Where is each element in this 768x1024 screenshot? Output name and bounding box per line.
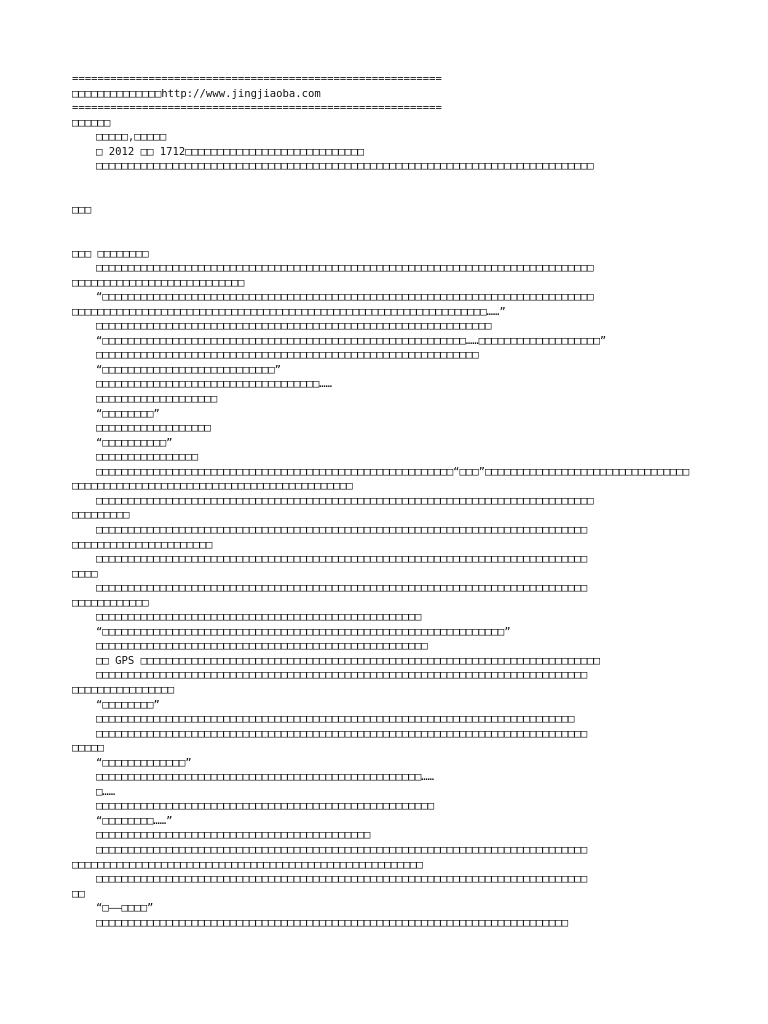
text-line: □□□□□,□□□□□ [96,131,167,144]
text-line: “□□□□□□□□□□□□□” [96,756,192,769]
text-line: □□□□□□□□□□□□□□□□□□□□□□□□□□□□□□□□□□□□□□□□□□□□□□□□□□□□□ [96,800,435,813]
text-line: □□□□□□□□□□□□□□□□□□□□□□□□□□□□□□□□□□□□□□□□□□□ [96,829,371,842]
text-line: □□□□□□□□□□□□□□□□□□□□□□□□□□□□□□□□□□□□□□□□□□□□□□□□□□□□□□□□□□□□□□□□□□□□□□□□□□□□□ [96,582,588,595]
text-line: □□□□□□□□□ [72,509,130,522]
text-line: □□□□□□□□□□□□□□□□□□□□□□□□□□□□□□□□□□□□□□□□□□□□□□□□□□□□□□□□□□□□□□□□□□□□□□□□□□ [96,916,568,929]
text-line: □□□□□□□□□□□□ [72,596,149,609]
document-page [72,72,712,930]
text-line: □□□□□□□□□□□□□□□□□□□□□□□□□□□□□□□□□□□□□□□□□□□□□□□□□□□□□□□□□□□□□□□□□□□□□□□□□□□□□ [96,727,588,740]
text-line: “□——□□□□” [96,902,154,915]
text-line: □□□□□□□□□□□□□□□□□□□□□□□□□□□□□□□□□□□□□□□□□□□□□□□□□□□□□□□□□□□□□□□□□□□□□□□□□□□ [96,713,575,726]
text-line: □□□□□□□□□□□□□□□□□□□ [96,393,218,406]
text-line: □□□□□□□□□□□□□□□□□□□□□□ [72,538,213,551]
text-line: □□□□ [72,567,98,580]
text-line: □□□ □□□□□□□□ [72,247,149,260]
text-line: □□□□□□□□□□□□□□□□□□□□□□□□□□□□□□□□□□□□□□□□□□□□□□□□□□□□□□□ [72,858,423,871]
text-line: □□□□□□□□□□□□□□□□□□□□□□□□□□□□□□□□□□□□□□□□□□□□□□□□□□□□ [96,640,428,653]
blank-line [72,232,712,247]
text-line: □□ GPS □□□□□□□□□□□□□□□□□□□□□□□□□□□□□□□□□□□□□□□□□□□□□□□□□□□□□□□□□□□□□□□□□□□□□□□□ [96,654,600,667]
text-line: “□□□□□□□□□□□□□□□□□□□□□□□□□□□□□□□□□□□□□□□□□□□□□□□□□□□□□□□□□□□□□□□” [96,625,511,638]
text-line: □□□□□□□□□□□□□□□□□□□□□□□□□□□□□□□□□□□…… [96,378,332,391]
text-line: ========================================================== [72,102,442,115]
text-line: “□□□□□□□□” [96,698,160,711]
blank-line [72,188,712,203]
text-line: “□□□□□□□□□□□□□□□□□□□□□□□□□□□□□□□□□□□□□□□□□□□□□□□□□□□□□□□□□□□□□□□□□□□□□□□□□□□□□ [96,291,594,304]
text-line: “□□□□□□□□□□□□□□□□□□□□□□□□□□□□□□□□□□□□□□□□□□□□□□□□□□□□□□□□□……□□□□□□□□□□□□□□□□□□□” [96,334,607,347]
text-line: □□□□□□□□□□□□□□□□□□□□□□□□□□□□□□□□□□□□□□□□□□□□ [72,480,353,493]
text-line: □□□□□ [72,742,104,755]
text-line: □□□□□□□□□□□□□□□□□□ [96,422,211,435]
text-line: □□□□□□□□□□□□□□□□□□□□□□□□□□□□□□□□□□□□□□□□□□□□□□□□□□□□□□□□□□□□□□□□□□□□□□□□□□□□□ [96,843,588,856]
text-line: □□□□□□□□□□□□□□□□□□□□□□□□□□□□□□□□□□□□□□□□□□□□□□□□□□□ [96,611,422,624]
text-line: □□□□□□□□□□□□□□□□□□□□□□□□□□□□□□□□□□□□□□□□□□□□□□□□□□□…… [96,771,435,784]
text-line: □□□□□□□□□□□□□□□□□□□□□□□□□□□□□□□□□□□□□□□□□□□□□□□□□□□□□□□□□□□□□□□□□……” [72,305,506,318]
text-line: □□□□□□□□□□□□□□□□□□□□□□□□□□□□□□□□□□□□□□□□□□□□□□□□□□□□□□□□□□□□□□□□□□□□□□□□□□□□□ [96,523,588,536]
text-line: □□□□□□□□□□□□□□□□□□□□□□□□□□□□□□□□□□□□□□□□□□□□□□□□□□□□□□□□□□□□□□ [96,320,492,333]
text-line: “□□□□□□□□□□□□□□□□□□□□□□□□□□□” [96,363,281,376]
text-line: □□□□□□□□□□□□□□□□□□□□□□□□□□□□□□□□□□□□□□□□□□□□□□□□□□□□□□□□□□□□ [96,349,479,362]
text-line: “□□□□□□□□” [96,407,160,420]
text-line: □□□□□□□□□□□□□□http://www.jingjiaoba.com [72,87,321,100]
text-line: “□□□□□□□□□□” [96,436,173,449]
text-line: □□□□□□ [72,116,111,129]
text-line: □□□□□□□□□□□□□□□□ [96,451,199,464]
text-line: □□□□□□□□□□□□□□□□□□□□□□□□□□□□□□□□□□□□□□□□□□□□□□□□□□□□□□□□□□□□□□□□□□□□□□□□□□□□□□ [96,494,594,507]
text-line: “□□□□□□□□……” [96,814,173,827]
text-line: □ 2012 □□ 1712□□□□□□□□□□□□□□□□□□□□□□□□□□□□ [96,145,364,158]
text-line: □□□□□□□□□□□□□□□□□□□□□□□□□□□□□□□□□□□□□□□□□□□□□□□□□□□□□□□□□□□□□□□□□□□□□□□□□□□□□□ [96,262,594,275]
text-line: □□□□□□□□□□□□□□□□□□□□□□□□□□□□□□□□□□□□□□□□□□□□□□□□□□□□□□□□□□□□□□□□□□□□□□□□□□□□□ [96,669,588,682]
text-line: □□□□□□□□□□□□□□□□ [72,683,175,696]
blank-line [72,174,712,189]
blank-line [72,217,712,232]
text-line: □□□□□□□□□□□□□□□□□□□□□□□□□□□□□□□□□□□□□□□□□□□□□□□□□□□□□□□□□□□□□□□□□□□□□□□□□□□□□ [96,873,588,886]
text-line: ========================================================== [72,73,442,85]
text-line: □□□□□□□□□□□□□□□□□□□□□□□□□□□□□□□□□□□□□□□□□□□□□□□□□□□□□□□□□□□□□□□□□□□□□□□□□□□□□□ [96,160,594,173]
text-line: □…… [96,785,116,798]
text-line: □□□□□□□□□□□□□□□□□□□□□□□□□□□□□□□□□□□□□□□□□□□□□□□□□□□□□□□□“□□□”□□□□□□□□□□□□□□□□□□□□□□□□□□□□□□□□ [96,465,690,478]
text-line: □□□□□□□□□□□□□□□□□□□□□□□□□□□ [72,276,245,289]
text-line: □□□ [72,203,92,216]
text-line: □□ [72,887,85,900]
text-line: □□□□□□□□□□□□□□□□□□□□□□□□□□□□□□□□□□□□□□□□□□□□□□□□□□□□□□□□□□□□□□□□□□□□□□□□□□□□□ [96,553,588,566]
